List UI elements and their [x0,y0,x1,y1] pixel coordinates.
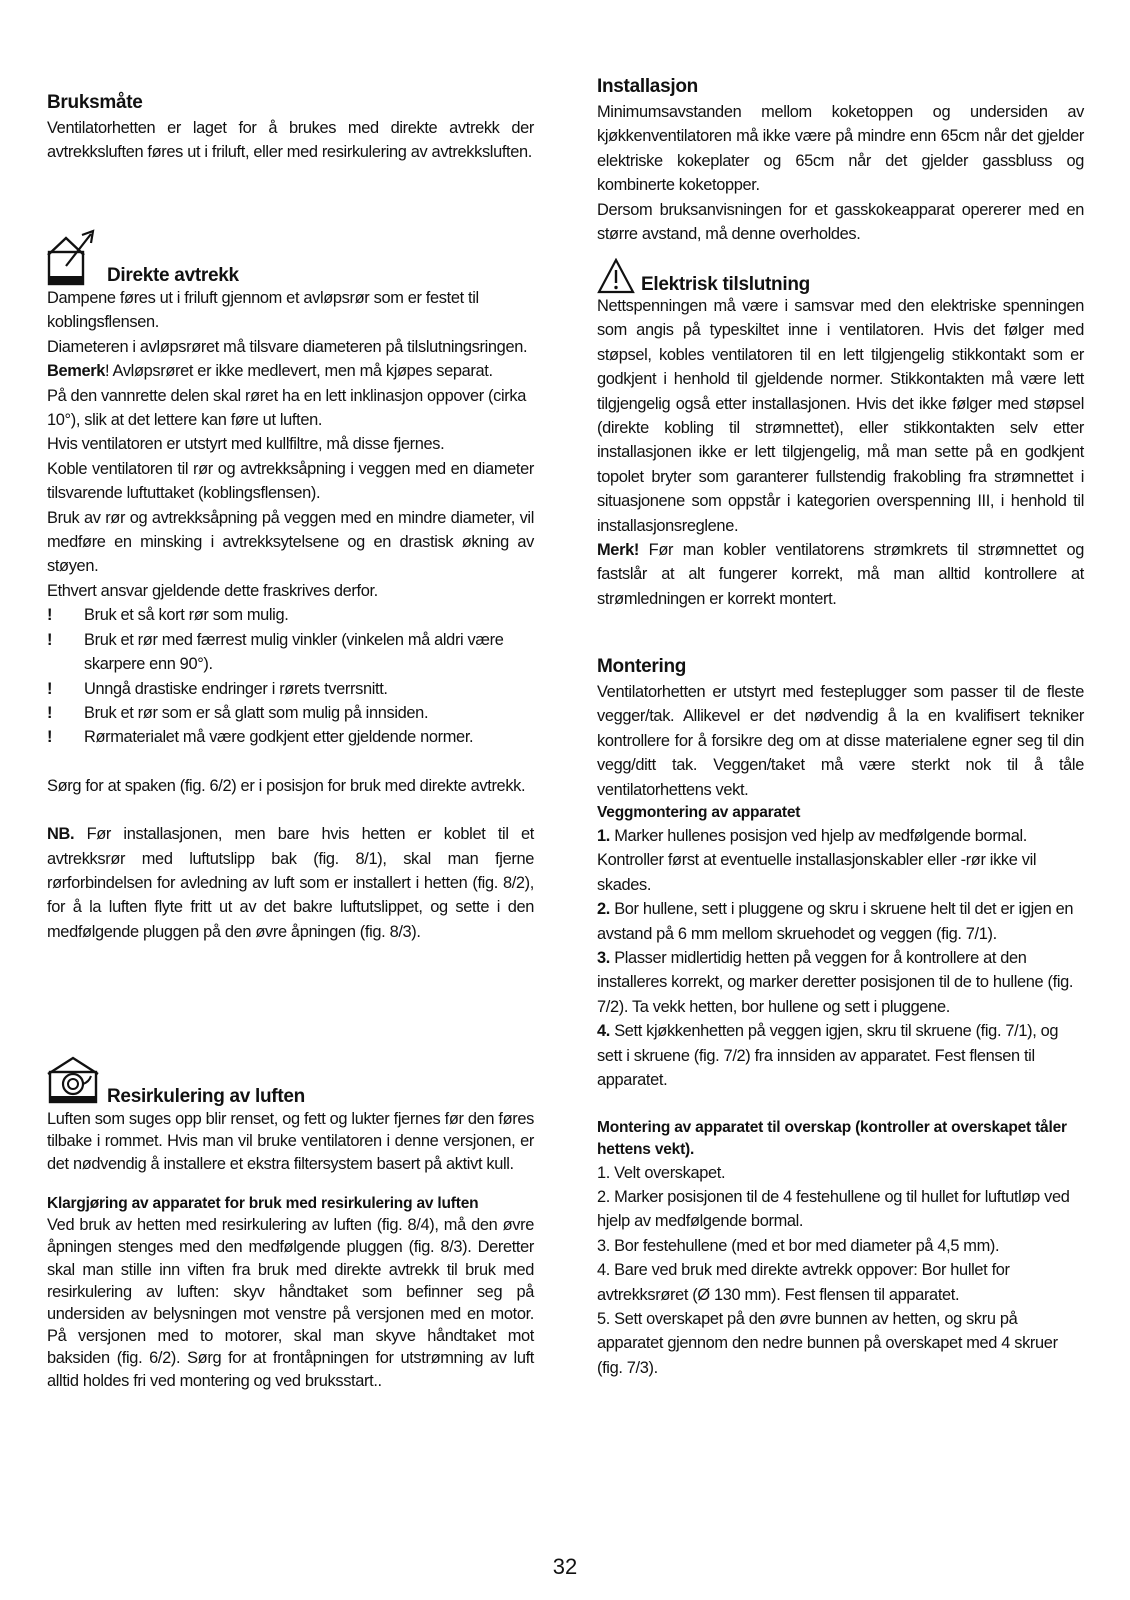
heading-installasjon: Installasjon [597,76,698,97]
bullet-marker: ! [47,728,53,747]
paragraph: Bruk av rør og avtrekksåpning på veggen med en mindre diameter, vil medføre en minsking i avtrekksytelsene og en drastisk økning av støyen. [47,508,534,576]
house-arrow-icon [47,226,101,286]
heading-direkte-avtrekk: Direkte avtrekk [107,265,239,286]
nb-label: NB. [47,825,75,844]
bullet-list [47,603,534,749]
section-resirkulering [47,1056,534,1392]
list-item [47,725,534,749]
heading-resirkulering: Resirkulering av luften [107,1086,305,1107]
paragraph: Luften som suges opp blir renset, og fett og lukter fjernes før den føres tilbake i rommet. Hvis man vil bruke ventilatoren i denne versjonen, er det nødvendig å installere et ekstra filtersystem basert på aktivt kull. [47,1110,534,1173]
step-item [597,897,1084,946]
list-item-text: Rørmaterialet må være godkjent etter gjeldende normer. [84,728,474,747]
paragraph: Diameteren i avløpsrøret må tilsvare diameteren på tilslutningsringen. [47,337,528,356]
step-text: Sett kjøkkenhetten på veggen igjen, skru til skruene (fig. 7/1), og sett i skruene (fig. 7/2) fra innsiden av apparatet. Fest flensen til apparatet. [597,1022,1059,1090]
warning-icon [597,258,635,294]
note-text: ! Avløpsrøret er ikke medlevert, men må kjøpes separat. [105,362,493,381]
section-bruksmate [47,90,534,165]
step-item [597,946,1084,1019]
paragraph: Hvis ventilatoren er utstyrt med kullfiltre, må disse fjernes. [47,435,445,454]
list-item: 4. Bare ved bruk med direkte avtrekk oppover: Bor hullet for avtrekksrøret (Ø 130 mm). Fest flensen til apparatet. [597,1261,1010,1304]
subheading-klargjoring: Klargjøring av apparatet for bruk med resirkulering av luften [47,1195,479,1213]
heading-row [47,226,534,286]
list-item: 1. Velt overskapet. [597,1163,726,1182]
paragraph [47,822,534,944]
subheading-overskap: Montering av apparatet til overskap (kontroller at overskapet tåler hettens vekt). [597,1118,1067,1158]
bullet-marker: ! [47,679,53,698]
paragraph: Ventilatorhetten er utstyrt med festeplugger som passer til de fleste vegger/tak. Allikevel er det nødvendig å la en kvalifisert tekniker kontrollere for å forsikre deg om at disse materialene egner seg til din vegg/ditt tak. Veggen/taket må være sterkt nok til å tåle ventilatorhettens vekt. [597,683,1084,799]
paragraph: Sørg for at spaken (fig. 6/2) er i posisjon for bruk med direkte avtrekk. [47,776,526,795]
paragraph: Ethvert ansvar gjeldende dette fraskrives derfor. [47,581,378,600]
recirculation-icon [47,1056,101,1104]
section-installasjon [597,74,1084,246]
paragraph [597,538,1084,611]
step-text: Marker hullenes posisjon ved hjelp av medfølgende bormal. Kontroller først at eventuelle installasjonskabler eller -rør ikke vil skades. [597,827,1037,894]
paragraph: Nettspenningen må være i samsvar med den elektriske spenningen som angis på typeskiltet inne i ventilatoren. Hvis det følger med støpsel, kobles ventilatoren til en lett tilgjengelig stikkontakt som er godkjent i henhold til gjeldende normer. Stikkontakten må være lett tilgjengelig også etter installasjonen. Hvis det ikke følger med støpsel (direkte kobling til strømnettet), eller stikkontakten selv etter installasjonen ikke er lett tilgjengelig, må man sette på en godkjent topolet bryter som garanterer fullstendig frakobling fra strømnettet i situasjonene som oppstår i kategorien overspenning III, i henhold til installasjonsreglene. [597,297,1084,535]
list-item [47,701,534,725]
paragraph: Minimumsavstanden mellom koketoppen og undersiden av kjøkkenventilatoren må ikke være på mindre enn 65cm når det gjelder elektriske kokeplater og 65cm når det gjelder gassbluss og kombinerte koketopper. [597,103,1084,195]
paragraph: På den vannrette delen skal røret ha en lett inklinasjon oppover (cirka 10°), slik at det lettere kan føre ut luften. [47,386,526,430]
heading-row [47,1056,534,1107]
step-number: 3. [597,949,610,968]
section-montering [597,654,1084,1380]
list-item-text: Bruk et rør med færrest mulig vinkler (vinkelen må aldri være skarpere enn 90°). [84,630,504,674]
paragraph: Ved bruk av hetten med resirkulering av luften (fig. 8/4), må den øvre åpningen stenges med den medfølgende pluggen (fig. 8/3). Deretter skal man stille inn viften fra bruk med direkte avtrekk til bruk med resirkulering av luften: skyv håndtaket som befinner seg på undersiden av belysningen mot venstre på versjonen med en motor. På versjonen med to motorer, skal man skyve håndtaket mot baksiden (fig. 6/2). Sørg for at frontåpningen for utstrømning av luft alltid holdes fri ved montering og ved bruksstart.. [47,1216,534,1390]
subheading-veggmontering: Veggmontering av apparatet [597,804,801,822]
bullet-marker: ! [47,630,53,649]
paragraph: Dampene føres ut i friluft gjennom et avløpsrør som er festet til koblingsflensen. [47,289,479,332]
paragraph [47,359,534,383]
section-direkte-avtrekk [47,226,534,944]
list-item [47,628,534,677]
list-item-text: Bruk et så kort rør som mulig. [84,606,289,625]
step-number: 2. [597,900,610,919]
paragraph: Koble ventilatoren til rør og avtrekksåpning i veggen med en diameter tilsvarende luftuttaket (koblingsflensen). [47,459,534,503]
step-number: 1. [597,827,610,846]
step-number: 4. [597,1022,610,1041]
step-item [597,824,1084,897]
list-item-text: Bruk et rør som er så glatt som mulig på innsiden. [84,703,429,722]
list-item: 5. Sett overskapet på den øvre bunnen av hetten, og skru på apparatet gjennom den nedre bunnen på overskapet med 4 skruer (fig. 7/3). [597,1309,1058,1377]
list-item [47,677,534,701]
list-item [47,603,534,627]
section-elektrisk [597,258,1084,611]
heading-elektrisk: Elektrisk tilslutning [641,274,810,295]
step-text: Bor hullene, sett i pluggene og skru i skruene helt til det er igjen en avstand på 6 mm mellom skruehodet og veggen (fig. 7/1). [597,900,1074,943]
page-number: 32 [552,1554,578,1579]
bullet-marker: ! [47,606,53,625]
step-text: Plasser midlertidig hetten på veggen for å kontrollere at den installeres korrekt, og marker deretter posisjonen til de to hullene (fig. 7/2). Ta vekk hetten, bor hullene og sett i pluggene. [597,949,1074,1016]
note-label: Bemerk [47,362,106,381]
bullet-marker: ! [47,703,53,722]
heading-bruksmate: Bruksmåte [47,92,143,113]
heading-montering: Montering [597,656,687,677]
paragraph: Ventilatorhetten er laget for å brukes med direkte avtrekk der avtrekksluften føres ut i friluft, eller med resirkulering av avtrekksluften. [47,119,534,162]
paragraph: Dersom bruksanvisningen for et gasskokeapparat opererer med en større avstand, må denne overholdes. [597,200,1084,244]
list-item-text: Unngå drastiske endringer i rørets tverrsnitt. [84,679,388,698]
note-text: Før man kobler ventilatorens strømkrets til strømnettet og fastslår at alt fungerer korrekt, må man alltid kontrollere at strømledningen er korrekt montert. [597,541,1084,608]
list-item: 3. Bor festehullene (med et bor med diameter på 4,5 mm). [597,1236,1000,1255]
heading-row [597,258,1084,294]
note-label: Merk! [597,541,639,560]
nb-text: Før installasjonen, men bare hvis hetten er koblet til et avtrekksrør med luftutslipp bak (fig. 8/1), skal man fjerne rørforbindelsen for avledning av luft som er installert i hetten (fig. 8/2), for å la luften flyte fritt ut av det bakre luftutslippet, og sette i den medfølgende pluggen på den øvre åpningen (fig. 8/3). [47,825,534,941]
list-item: 2. Marker posisjonen til de 4 festehullene og til hullet for luftutløp ved hjelp av medfølgende bormal. [597,1187,1070,1231]
step-item [597,1019,1084,1092]
